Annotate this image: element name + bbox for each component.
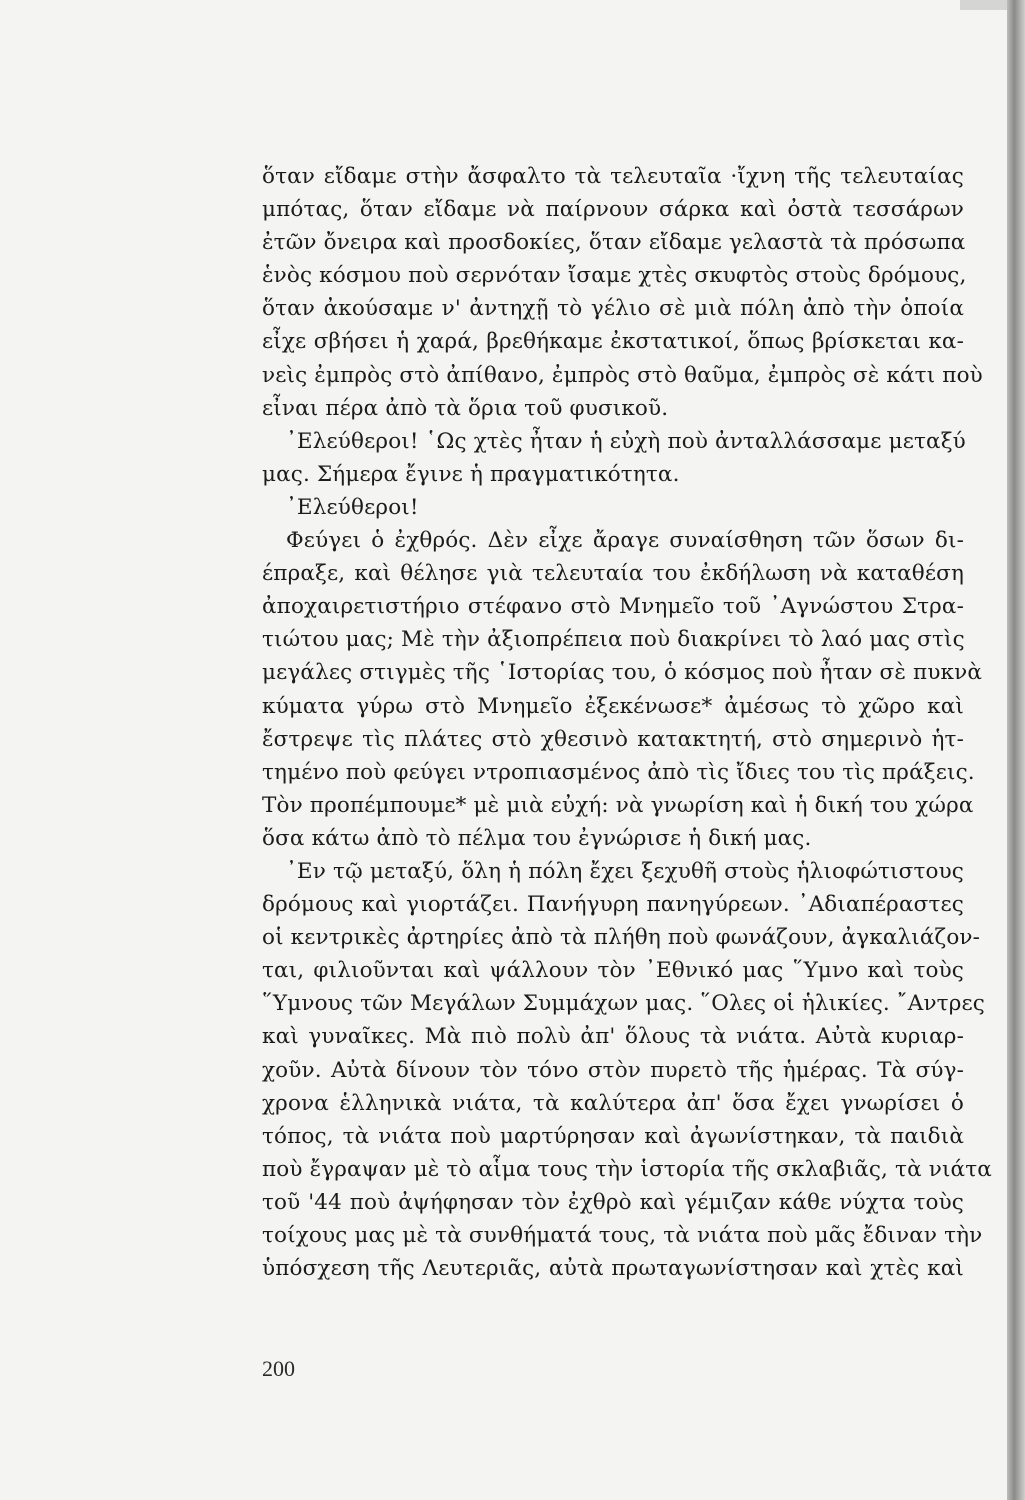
text-line: τόπος, τὰ νιάτα ποὺ μαρτύρησαν καὶ ἀγωνίστηκαν, τὰ παιδιὰ: [262, 1123, 964, 1149]
text-line: νεὶς ἐμπρὸς στὸ ἀπίθανο, ἐμπρὸς στὸ θαῦμα, ἐμπρὸς σὲ κάτι ποὺ: [262, 362, 983, 388]
text-line: έπραξε, καὶ θέλησε γιὰ τελευταία του ἐκδήλωση νὰ καταθέση: [262, 561, 964, 587]
text-line: ἐτῶν ὄνειρα καὶ προσδοκίες, ὅταν εἴδαμε γελαστὰ τὰ πρόσωπα: [262, 230, 966, 256]
page-edge-corner: [960, 0, 1007, 10]
text-line: χρονα ἑλληνικὰ νιάτα, τὰ καλύτερα ἀπ' ὅσα ἔχει γνωρίσει ὁ: [262, 1090, 964, 1116]
text-line: ᾿Εν τῷ μεταξύ, ὅλη ἡ πόλη ἔχει ξεχυθῆ στοὺς ἡλιοφώτιστους: [286, 858, 964, 884]
text-line: δρόμους καὶ γιορτάζει. Πανήγυρη πανηγύρεων. ᾿Αδιαπέραστες: [262, 892, 964, 918]
text-line: ὑπόσχεση τῆς Λευτεριᾶς, αὐτὰ πρωταγωνίστησαν καὶ χτὲς καὶ: [262, 1256, 964, 1282]
text-line: μπότας, ὅταν εἴδαμε νὰ παίρνουν σάρκα καὶ ὀστὰ τεσσάρων: [262, 197, 964, 223]
text-line: Φεύγει ὁ ἐχθρός. Δὲν εἶχε ἄραγε συναίσθηση τῶν ὅσων δι-: [286, 528, 964, 554]
text-line: χοῦν. Αὐτὰ δίνουν τὸν τόνο στὸν πυρετὸ τῆς ἡμέρας. Τὰ σύγ-: [262, 1057, 964, 1083]
text-line: ᾿Ελεύθεροι!: [286, 494, 419, 520]
text-line: εἶναι πέρα ἀπὸ τὰ ὅρια τοῦ φυσικοῦ.: [262, 395, 669, 421]
text-line: καὶ γυναῖκες. Μὰ πιὸ πολὺ ἀπ' ὅλους τὰ νιάτα. Αὐτὰ κυριαρ-: [262, 1024, 964, 1050]
text-line: ᾿Ελεύθεροι! ῾Ως χτὲς ἦταν ἡ εὐχὴ ποὺ ἀνταλλάσσαμε μεταξύ: [286, 428, 966, 454]
text-line: ποὺ ἔγραψαν μὲ τὸ αἷμα τους τὴν ἱστορία τῆς σκλαβιᾶς, τὰ νιάτα: [262, 1156, 992, 1182]
text-line: εἶχε σβήσει ἡ χαρά, βρεθήκαμε ἐκστατικοί, ὅπως βρίσκεται κα-: [262, 329, 964, 355]
page-number: 200: [262, 1356, 295, 1381]
text-line: ὅσα κάτω ἀπὸ τὸ πέλμα του ἐγνώρισε ἡ δική μας.: [262, 825, 812, 851]
text-line: τιώτου μας; Μὲ τὴν ἀξιοπρέπεια ποὺ διακρίνει τὸ λαό μας στὶς: [262, 627, 965, 653]
text-line: ἀποχαιρετιστήριο στέφανο στὸ Μνημεῖο τοῦ ᾿Αγνώστου Στρα-: [262, 594, 964, 620]
text-line: ὅταν εἴδαμε στὴν ἄσφαλτο τὰ τελευταῖα ·ἴχνη τῆς τελευταίας: [262, 164, 964, 189]
text-line: τοίχους μας μὲ τὰ συνθήματά τους, τὰ νιάτα ποὺ μᾶς ἔδιναν τὴν: [262, 1223, 983, 1248]
text-line: κύματα γύρω στὸ Μνημεῖο ἐξεκένωσε* ἀμέσως τὸ χῶρο καὶ: [262, 693, 964, 719]
text-line: ἑνὸς κόσμου ποὺ σερνόταν ἴσαμε χτὲς σκυφτὸς στοὺς δρόμους,: [262, 263, 967, 289]
text-line: ται, φιλιοῦνται καὶ ψάλλουν τὸν ᾿Εθνικό μας ῞Υμνο καὶ τοὺς: [262, 958, 964, 984]
text-line: Τὸν προπέμπουμε* μὲ μιὰ εὐχή: νὰ γνωρίση καὶ ἡ δική του χώρα: [262, 792, 974, 818]
text-line: τοῦ '44 ποὺ ἀψήφησαν τὸν ἐχθρὸ καὶ γέμιζαν κάθε νύχτα τοὺς: [262, 1189, 964, 1215]
text-line: ῞Υμνους τῶν Μεγάλων Συμμάχων μας. ῞Ολες οἱ ἡλικίες. ῎Αντρες: [262, 991, 985, 1017]
text-line: οἱ κεντρικὲς ἀρτηρίες ἀπὸ τὰ πλήθη ποὺ φωνάζουν, ἀγκαλιάζον-: [262, 925, 981, 951]
text-line: μεγάλες στιγμὲς τῆς ῾Ιστορίας του, ὁ κόσμος ποὺ ἦταν σὲ πυκνὰ: [262, 660, 983, 686]
text-line: ἔστρεψε τὶς πλάτες στὸ χθεσινὸ κατακτητή, στὸ σημερινὸ ἡτ-: [262, 726, 964, 752]
text-line: τημένο ποὺ φεύγει ντροπιασμένος ἀπὸ τὶς ἴδιες του τὶς πράξεις.: [262, 759, 975, 785]
text-line: ὅταν ἀκούσαμε ν' ἀντηχῇ τὸ γέλιο σὲ μιὰ πόλη ἀπὸ τὴν ὁποία: [262, 296, 964, 322]
text-line: μας. Σήμερα ἔγινε ἡ πραγματικότητα.: [262, 461, 680, 487]
body-text: [262, 160, 992, 1285]
page-edge-shadow: [1007, 0, 1025, 1500]
